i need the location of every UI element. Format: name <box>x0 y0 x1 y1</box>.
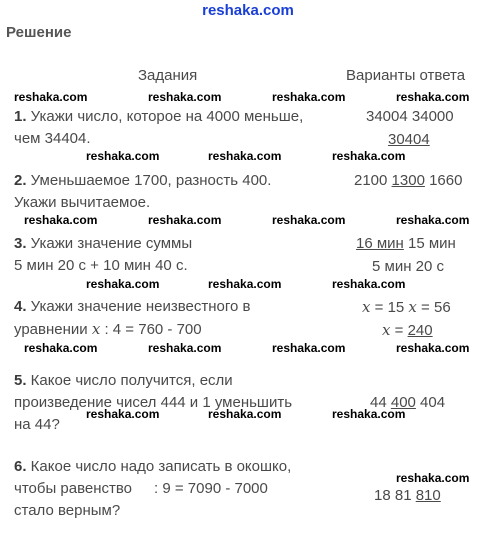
task-line: Уменьшаемое 1700, разность 400. <box>26 172 272 189</box>
task-line: чем 34404. <box>14 130 91 147</box>
correct-answer: 400 <box>390 394 416 411</box>
task-4-text <box>14 296 251 341</box>
watermark: reshaka.com <box>208 407 282 421</box>
watermark: reshaka.com <box>396 90 470 104</box>
task-line: 5 мин 20 с + 10 мин 40 с. <box>14 257 188 274</box>
variable-x: x <box>91 320 101 338</box>
watermark: reshaka.com <box>332 149 406 163</box>
task-5-text <box>14 370 292 436</box>
watermark: reshaka.com <box>272 90 346 104</box>
answer-option: = 56 <box>416 299 451 316</box>
answer-option: 15 мин <box>403 235 456 252</box>
task-4-correct-answer <box>382 321 433 339</box>
watermark: reshaka.com <box>148 213 222 227</box>
watermark: reshaka.com <box>332 407 406 421</box>
correct-answer: 1300 <box>391 172 425 189</box>
task-line: Какое число получится, если <box>26 372 233 389</box>
watermark: reshaka.com <box>86 149 160 163</box>
watermark: reshaka.com <box>208 149 282 163</box>
task-line: на 44? <box>14 416 60 433</box>
solution-heading: Решение <box>6 24 72 41</box>
task-line: произведение чисел 444 и 1 уменьшить <box>14 394 293 411</box>
task-number: 1. <box>14 108 27 125</box>
answer-option: 44 <box>370 394 391 411</box>
watermark: reshaka.com <box>396 213 470 227</box>
answer-option: 1660 <box>424 172 463 189</box>
task-line: : 4 = 760 - 700 <box>100 321 202 338</box>
watermark: reshaka.com <box>148 341 222 355</box>
watermark: reshaka.com <box>148 90 222 104</box>
task-line: стало верным? <box>14 502 121 519</box>
correct-answer: 240 <box>407 322 433 339</box>
task-line: уравнении <box>14 321 92 338</box>
answer-option: = <box>390 322 408 339</box>
task-line: Укажи вычитаемое. <box>14 194 151 211</box>
watermark: reshaka.com <box>332 277 406 291</box>
variable-x: x <box>408 298 417 316</box>
task-number: 3. <box>14 235 27 252</box>
watermark: reshaka.com <box>208 277 282 291</box>
correct-answer: 16 мин <box>356 235 404 252</box>
task-6-answer-options <box>374 487 441 504</box>
task-1-answer-options: 34004 34000 <box>366 108 454 125</box>
answer-option: 404 <box>415 394 446 411</box>
column-header-answers: Варианты ответа <box>346 67 466 84</box>
task-number: 5. <box>14 372 27 389</box>
task-number: 4. <box>14 298 27 315</box>
answer-option: 5 мин 20 с <box>372 258 445 275</box>
watermark: reshaka.com <box>396 471 470 485</box>
task-line: Укажи значение неизвестного в <box>26 298 251 315</box>
watermark: reshaka.com <box>272 213 346 227</box>
watermark: reshaka.com <box>24 341 98 355</box>
watermark: reshaka.com <box>24 213 98 227</box>
watermark: reshaka.com <box>14 90 88 104</box>
task-line: чтобы равенство <box>14 480 133 497</box>
watermark: reshaka.com <box>86 277 160 291</box>
task-line: : 9 = 7090 - 7000 <box>154 480 268 497</box>
task-1-text <box>14 106 303 150</box>
site-header-link[interactable]: reshaka.com <box>202 2 294 19</box>
answer-option: 2100 <box>354 172 392 189</box>
watermark: reshaka.com <box>396 341 470 355</box>
variable-x: x <box>382 321 391 339</box>
correct-answer: 810 <box>415 487 441 504</box>
task-3-answer-options <box>356 235 456 252</box>
task-4-answer-options <box>362 298 451 316</box>
task-5-answer-options <box>370 394 445 411</box>
task-6-text <box>14 456 291 522</box>
task-3-text <box>14 233 192 277</box>
column-header-tasks: Задания <box>138 67 198 84</box>
task-line: Какое число надо записать в окошко, <box>26 458 292 475</box>
task-line: Укажи число, которое на 4000 меньше, <box>26 108 304 125</box>
task-line: Укажи значение суммы <box>26 235 193 252</box>
task-2-answer-options <box>354 172 462 189</box>
task-2-text <box>14 170 271 214</box>
answer-option: 18 81 <box>374 487 416 504</box>
task-number: 6. <box>14 458 27 475</box>
variable-x: x <box>362 298 371 316</box>
task-1-correct-answer: 30404 <box>388 131 430 148</box>
watermark: reshaka.com <box>272 341 346 355</box>
answer-option: = 15 <box>370 299 409 316</box>
task-number: 2. <box>14 172 27 189</box>
watermark: reshaka.com <box>86 407 160 421</box>
